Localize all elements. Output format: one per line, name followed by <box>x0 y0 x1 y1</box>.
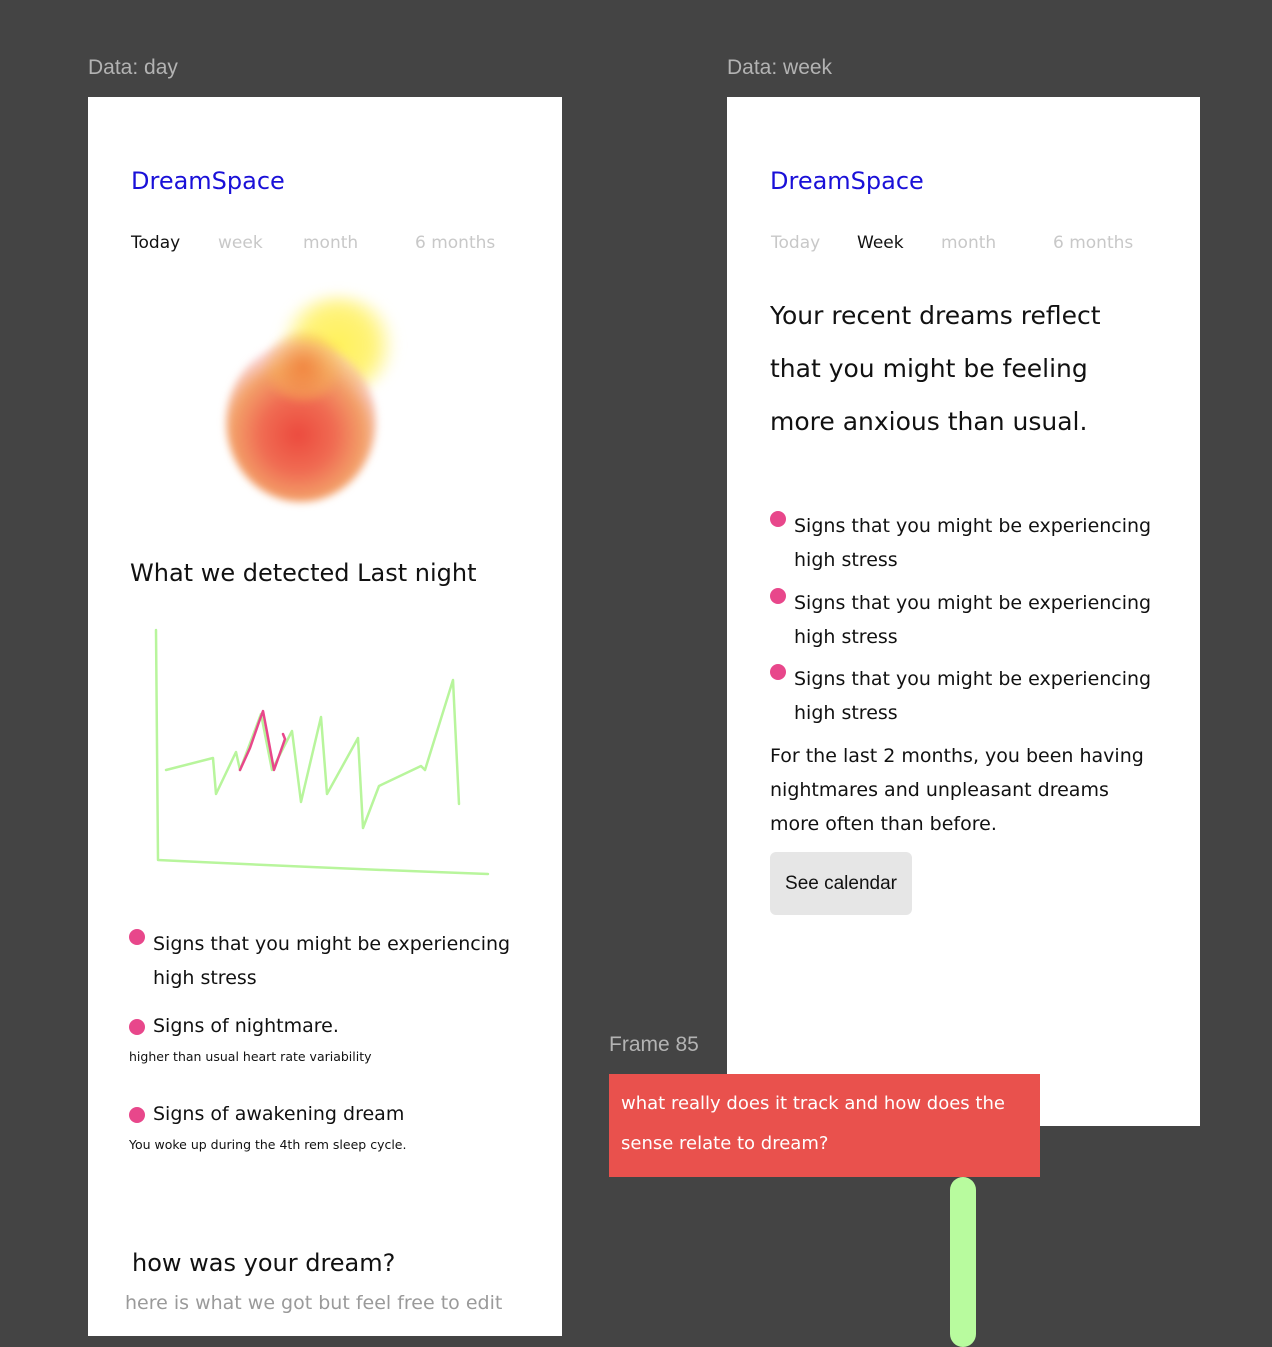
chart-axes <box>156 630 488 874</box>
signal-awakening: Signs of awakening dream <box>153 1103 405 1125</box>
weekly-signal-2: Signs that you might be experiencing high stress <box>794 592 1152 648</box>
week-frame <box>727 97 1200 1126</box>
tab-6-months[interactable]: 6 months <box>1053 233 1134 253</box>
tab-today[interactable]: Today <box>131 233 181 253</box>
bullet-dot <box>129 1019 145 1035</box>
brand-logo: DreamSpace <box>131 167 285 195</box>
signal-line <box>166 680 459 828</box>
signal-nightmare-note: higher than usual heart rate variability <box>129 1049 372 1064</box>
mood-blob <box>208 287 428 517</box>
annotation-note[interactable]: what really does it track and how does the sense relate to dream? <box>609 1074 1040 1177</box>
tab-month[interactable]: month <box>941 233 997 253</box>
signal-awakening-note: You woke up during the 4th rem sleep cycle. <box>129 1137 407 1152</box>
weekly-insight-headline: Your recent dreams reflect that you might be feeling more anxious than usual. <box>770 301 1101 436</box>
detected-heading: What we detected Last night <box>130 559 477 587</box>
frame85-label[interactable]: Frame 85 <box>609 1033 699 1056</box>
day-frame-label[interactable]: Data: day <box>88 56 178 79</box>
bullet-dot <box>129 1107 145 1123</box>
tab-week[interactable]: Week <box>857 233 904 253</box>
weekly-summary: For the last 2 months, you been having nightmares and unpleasant dreams more often than before. <box>770 745 1144 835</box>
signal-stress: Signs that you might be experiencing high stress <box>153 933 511 989</box>
bullet-dot <box>770 511 786 527</box>
tab-week[interactable]: week <box>218 233 263 253</box>
brand-logo: DreamSpace <box>770 167 924 195</box>
see-calendar-button[interactable]: See calendar <box>770 852 912 915</box>
bullet-dot <box>770 664 786 680</box>
week-frame-label[interactable]: Data: week <box>727 56 833 79</box>
weekly-signal-1: Signs that you might be experiencing high stress <box>794 515 1152 571</box>
tab-6-months[interactable]: 6 months <box>415 233 496 253</box>
tab-month[interactable]: month <box>303 233 359 253</box>
day-frame <box>88 97 562 1336</box>
tab-today[interactable]: Today <box>771 233 821 253</box>
signal-nightmare: Signs of nightmare. <box>153 1015 339 1037</box>
drag-handle[interactable] <box>950 1177 976 1347</box>
bullet-dot <box>129 929 145 945</box>
dream-prompt-subtitle[interactable]: here is what we got but feel free to edit <box>125 1292 503 1314</box>
weekly-signal-3: Signs that you might be experiencing high stress <box>794 668 1152 724</box>
sleep-signal-chart <box>143 622 503 882</box>
dream-prompt-title: how was your dream? <box>132 1249 396 1277</box>
bullet-dot <box>770 588 786 604</box>
